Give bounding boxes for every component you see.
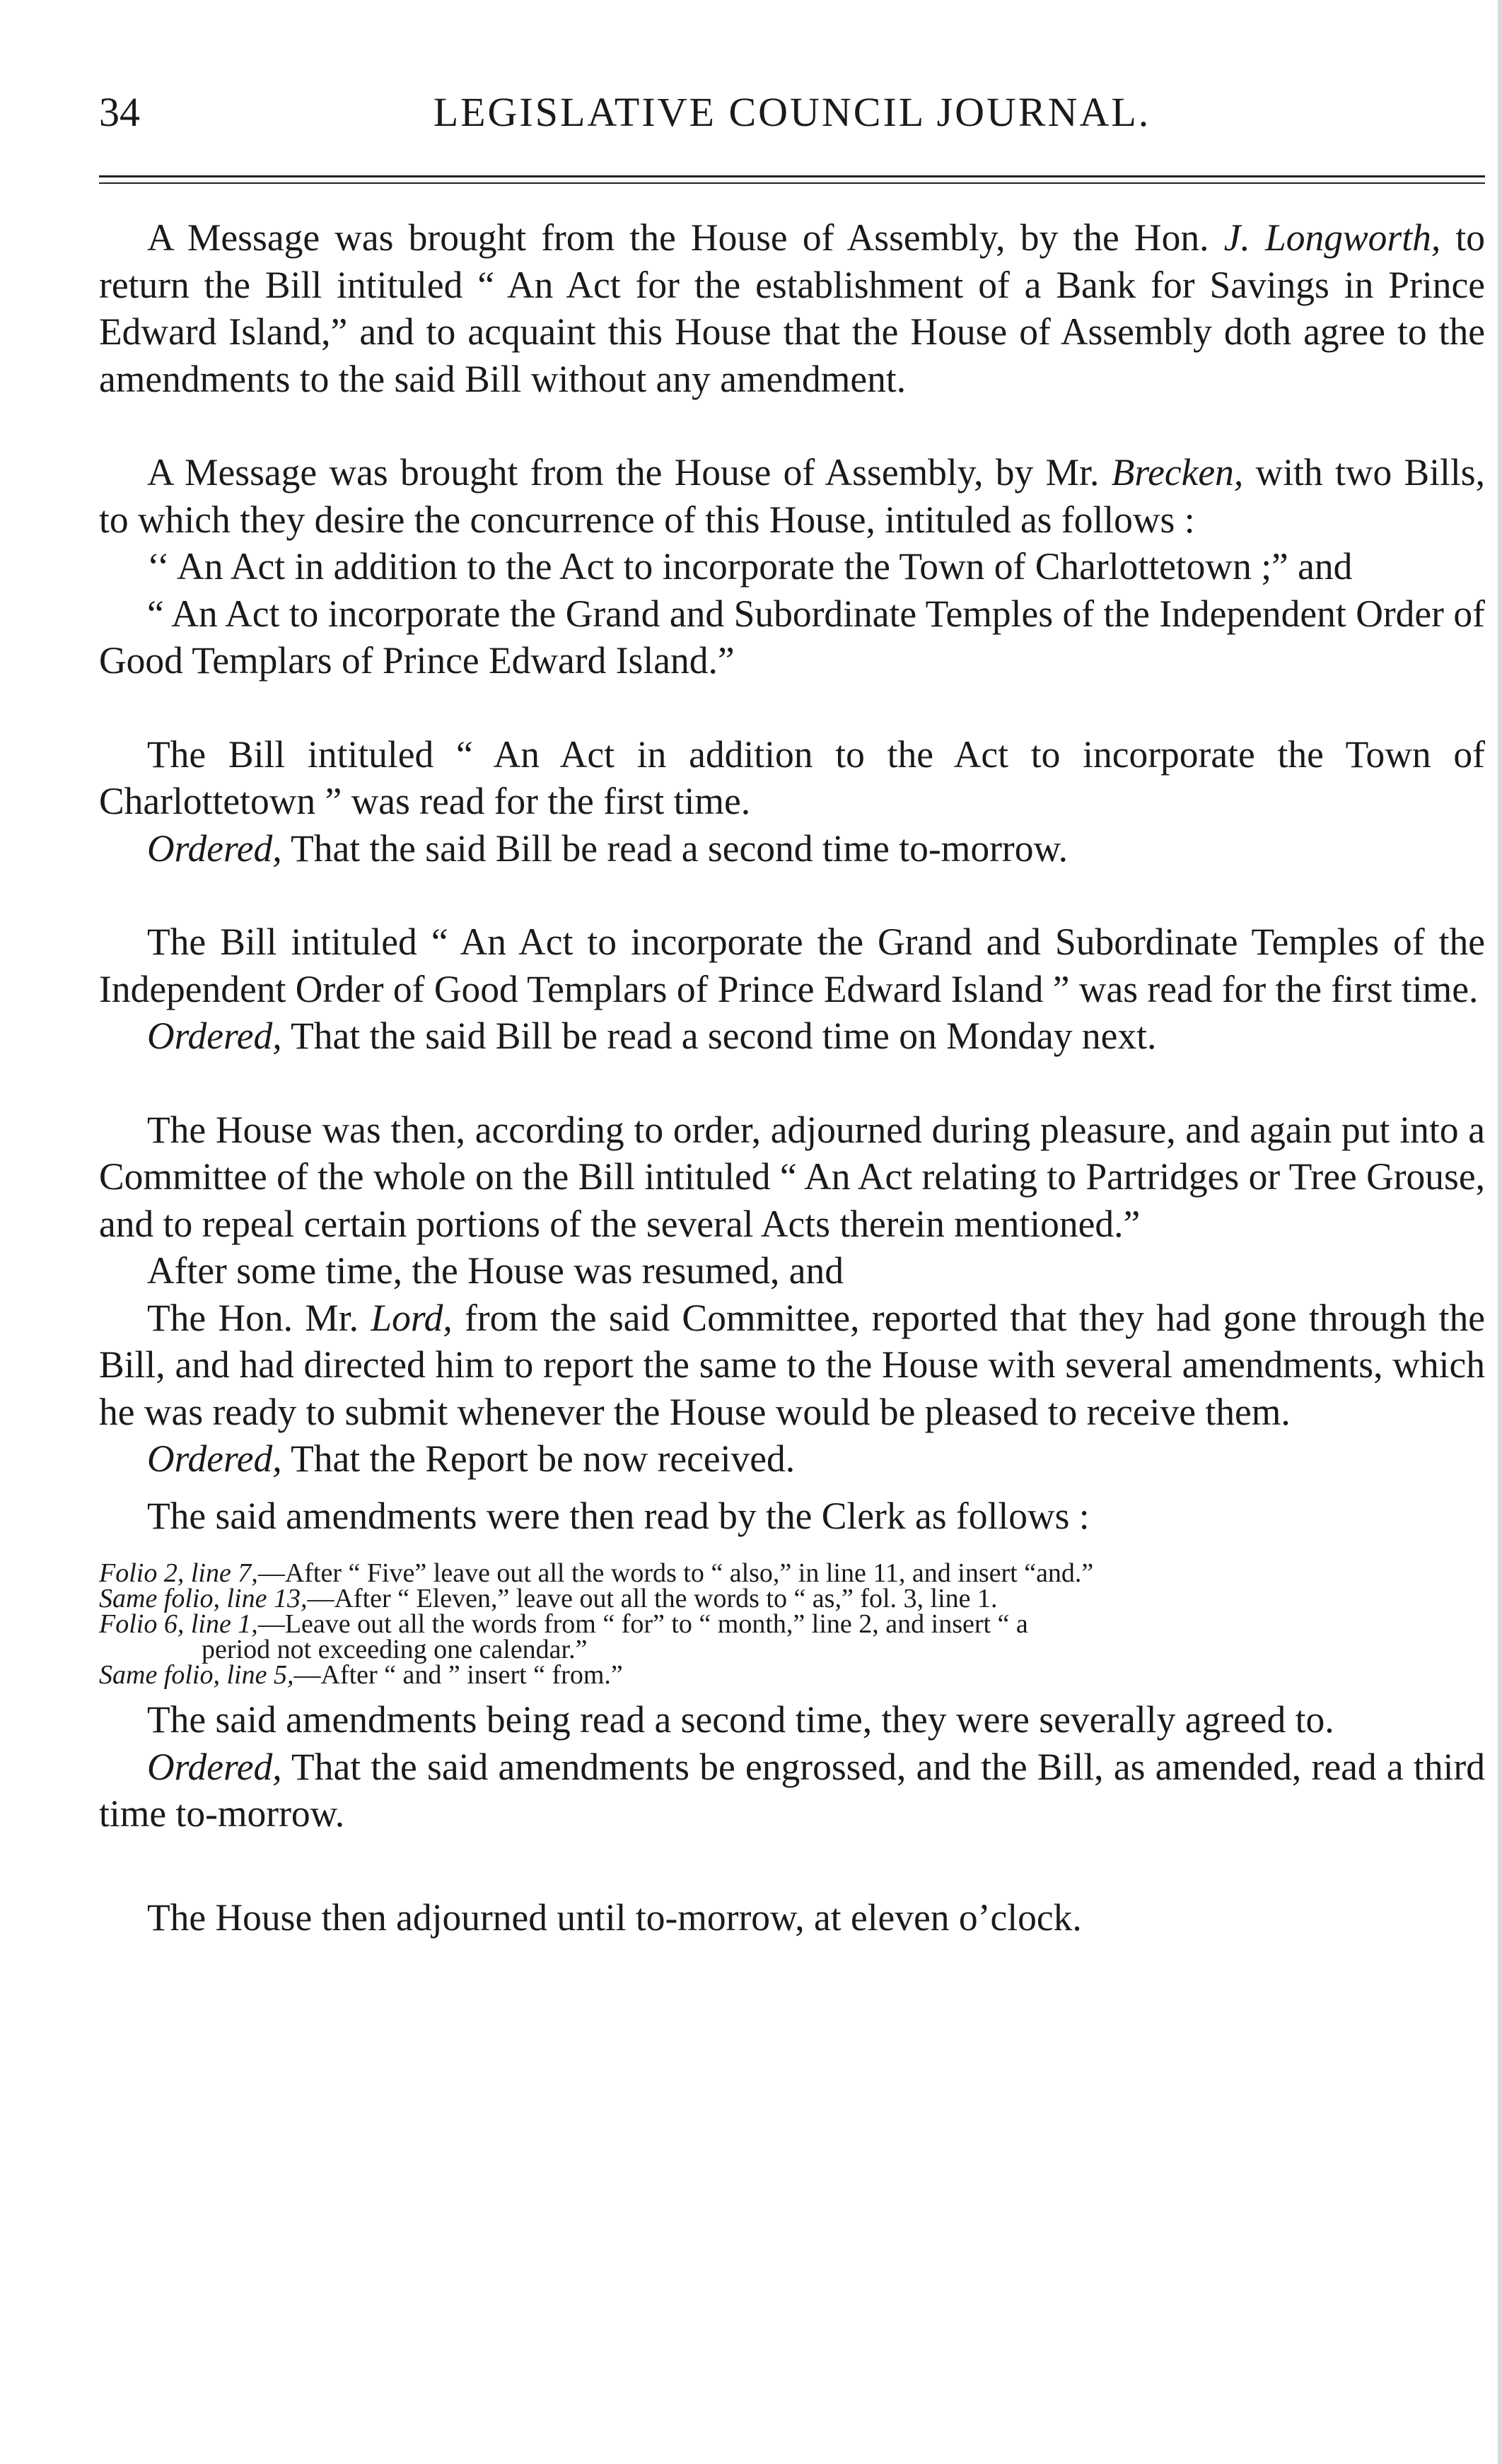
order-engrossed: Ordered, That the said amendments be engrossed, and the Bill, as amended, read a third time to-morrow.: [99, 1745, 1485, 1835]
journal-title: LEGISLATIVE COUNCIL JOURNAL.: [433, 89, 1151, 135]
amendments-read: The said amendments were then read by the Clerk as follows :: [147, 1494, 1090, 1537]
amendment-continuation: period not exceeding one calendar.”: [202, 1635, 588, 1664]
committee-partridges: The House was then, according to order, adjourned during pleasure, and again put into a Committee of the whole on the Bill intituled “ An Act relating to Partridges or Tree Grouse, and to repeal certain portions of the several Acts therein mentioned.”: [99, 1108, 1485, 1245]
member-name: Lord,: [371, 1296, 453, 1339]
amendments-list: [99, 1560, 1485, 1688]
page-header: [99, 88, 1485, 145]
member-name: Brecken,: [1111, 451, 1244, 494]
journal-body: [99, 214, 1485, 1941]
message-brecken: A Message was brought from the House of Assembly, by Mr. Brecken, with two Bills, to which they desire the concurrence of this House, intituled as follows :: [99, 451, 1485, 541]
first-reading-templars: The Bill intituled “ An Act to incorporate the Grand and Subordinate Temples of the Independent Order of Good Templars of Prince Edward Island ” was read for the first time.: [99, 921, 1485, 1010]
second-reading-amendments: The said amendments being read a second time, they were severally agreed to.: [147, 1698, 1334, 1741]
journal-page: [99, 0, 1485, 2464]
header-rule-top: [99, 175, 1485, 177]
page-edge: [1498, 0, 1502, 2464]
amendment-item: Folio 6, line 1,—Leave out all the words from “ for” to “ month,” line 2, and insert “ a: [99, 1609, 1028, 1639]
committee-report: The Hon. Mr. Lord, from the said Committee, reported that they had gone through the Bill, and had directed him to report the same to the House with several amendments, which he was ready to submit whenever the House would be pleased to receive them.: [99, 1296, 1485, 1433]
bill-title-charlottetown: ‘‘ An Act in addition to the Act to incorporate the Town of Charlottetown ;” and: [147, 545, 1353, 588]
member-name: J. Longworth,: [1223, 216, 1441, 259]
message-longworth: A Message was brought from the House of Assembly, by the Hon. J. Longworth, to return the Bill intituled “ An Act for the establishment of a Bank for Savings in Prince Edward Island,” and to acquaint this House that the House of Assembly doth agree to the amendments to the said Bill without any amendment.: [99, 216, 1485, 400]
header-rule-bottom: [99, 182, 1485, 184]
order-charlottetown: Ordered, That the said Bill be read a second time to-morrow.: [147, 827, 1068, 870]
order-report-received: Ordered, That the Report be now received.: [147, 1437, 796, 1480]
bill-title-templars: “ An Act to incorporate the Grand and Subordinate Temples of the Independent Order of Good Templars of Prince Edward Island.”: [99, 592, 1485, 682]
amendment-item: Same folio, line 13,—After “ Eleven,” leave out all the words to “ as,” fol. 3, line 1.: [99, 1584, 998, 1613]
order-templars: Ordered, That the said Bill be read a second time on Monday next.: [147, 1015, 1157, 1057]
house-resumed: After some time, the House was resumed, and: [147, 1249, 844, 1292]
page-number: 34: [99, 89, 140, 135]
first-reading-charlottetown: The Bill intituled “ An Act in addition to the Act to incorporate the Town of Charlottetown ” was read for the first time.: [99, 732, 1485, 822]
amendment-item: Folio 2, line 7,—After “ Five” leave out all the words to “ also,” in line 11, and insert “and.”: [99, 1558, 1094, 1588]
amendment-item: Same folio, line 5,—After “ and ” insert “ from.”: [99, 1660, 623, 1690]
adjournment: The House then adjourned until to-morrow, at eleven o’clock.: [147, 1896, 1082, 1939]
